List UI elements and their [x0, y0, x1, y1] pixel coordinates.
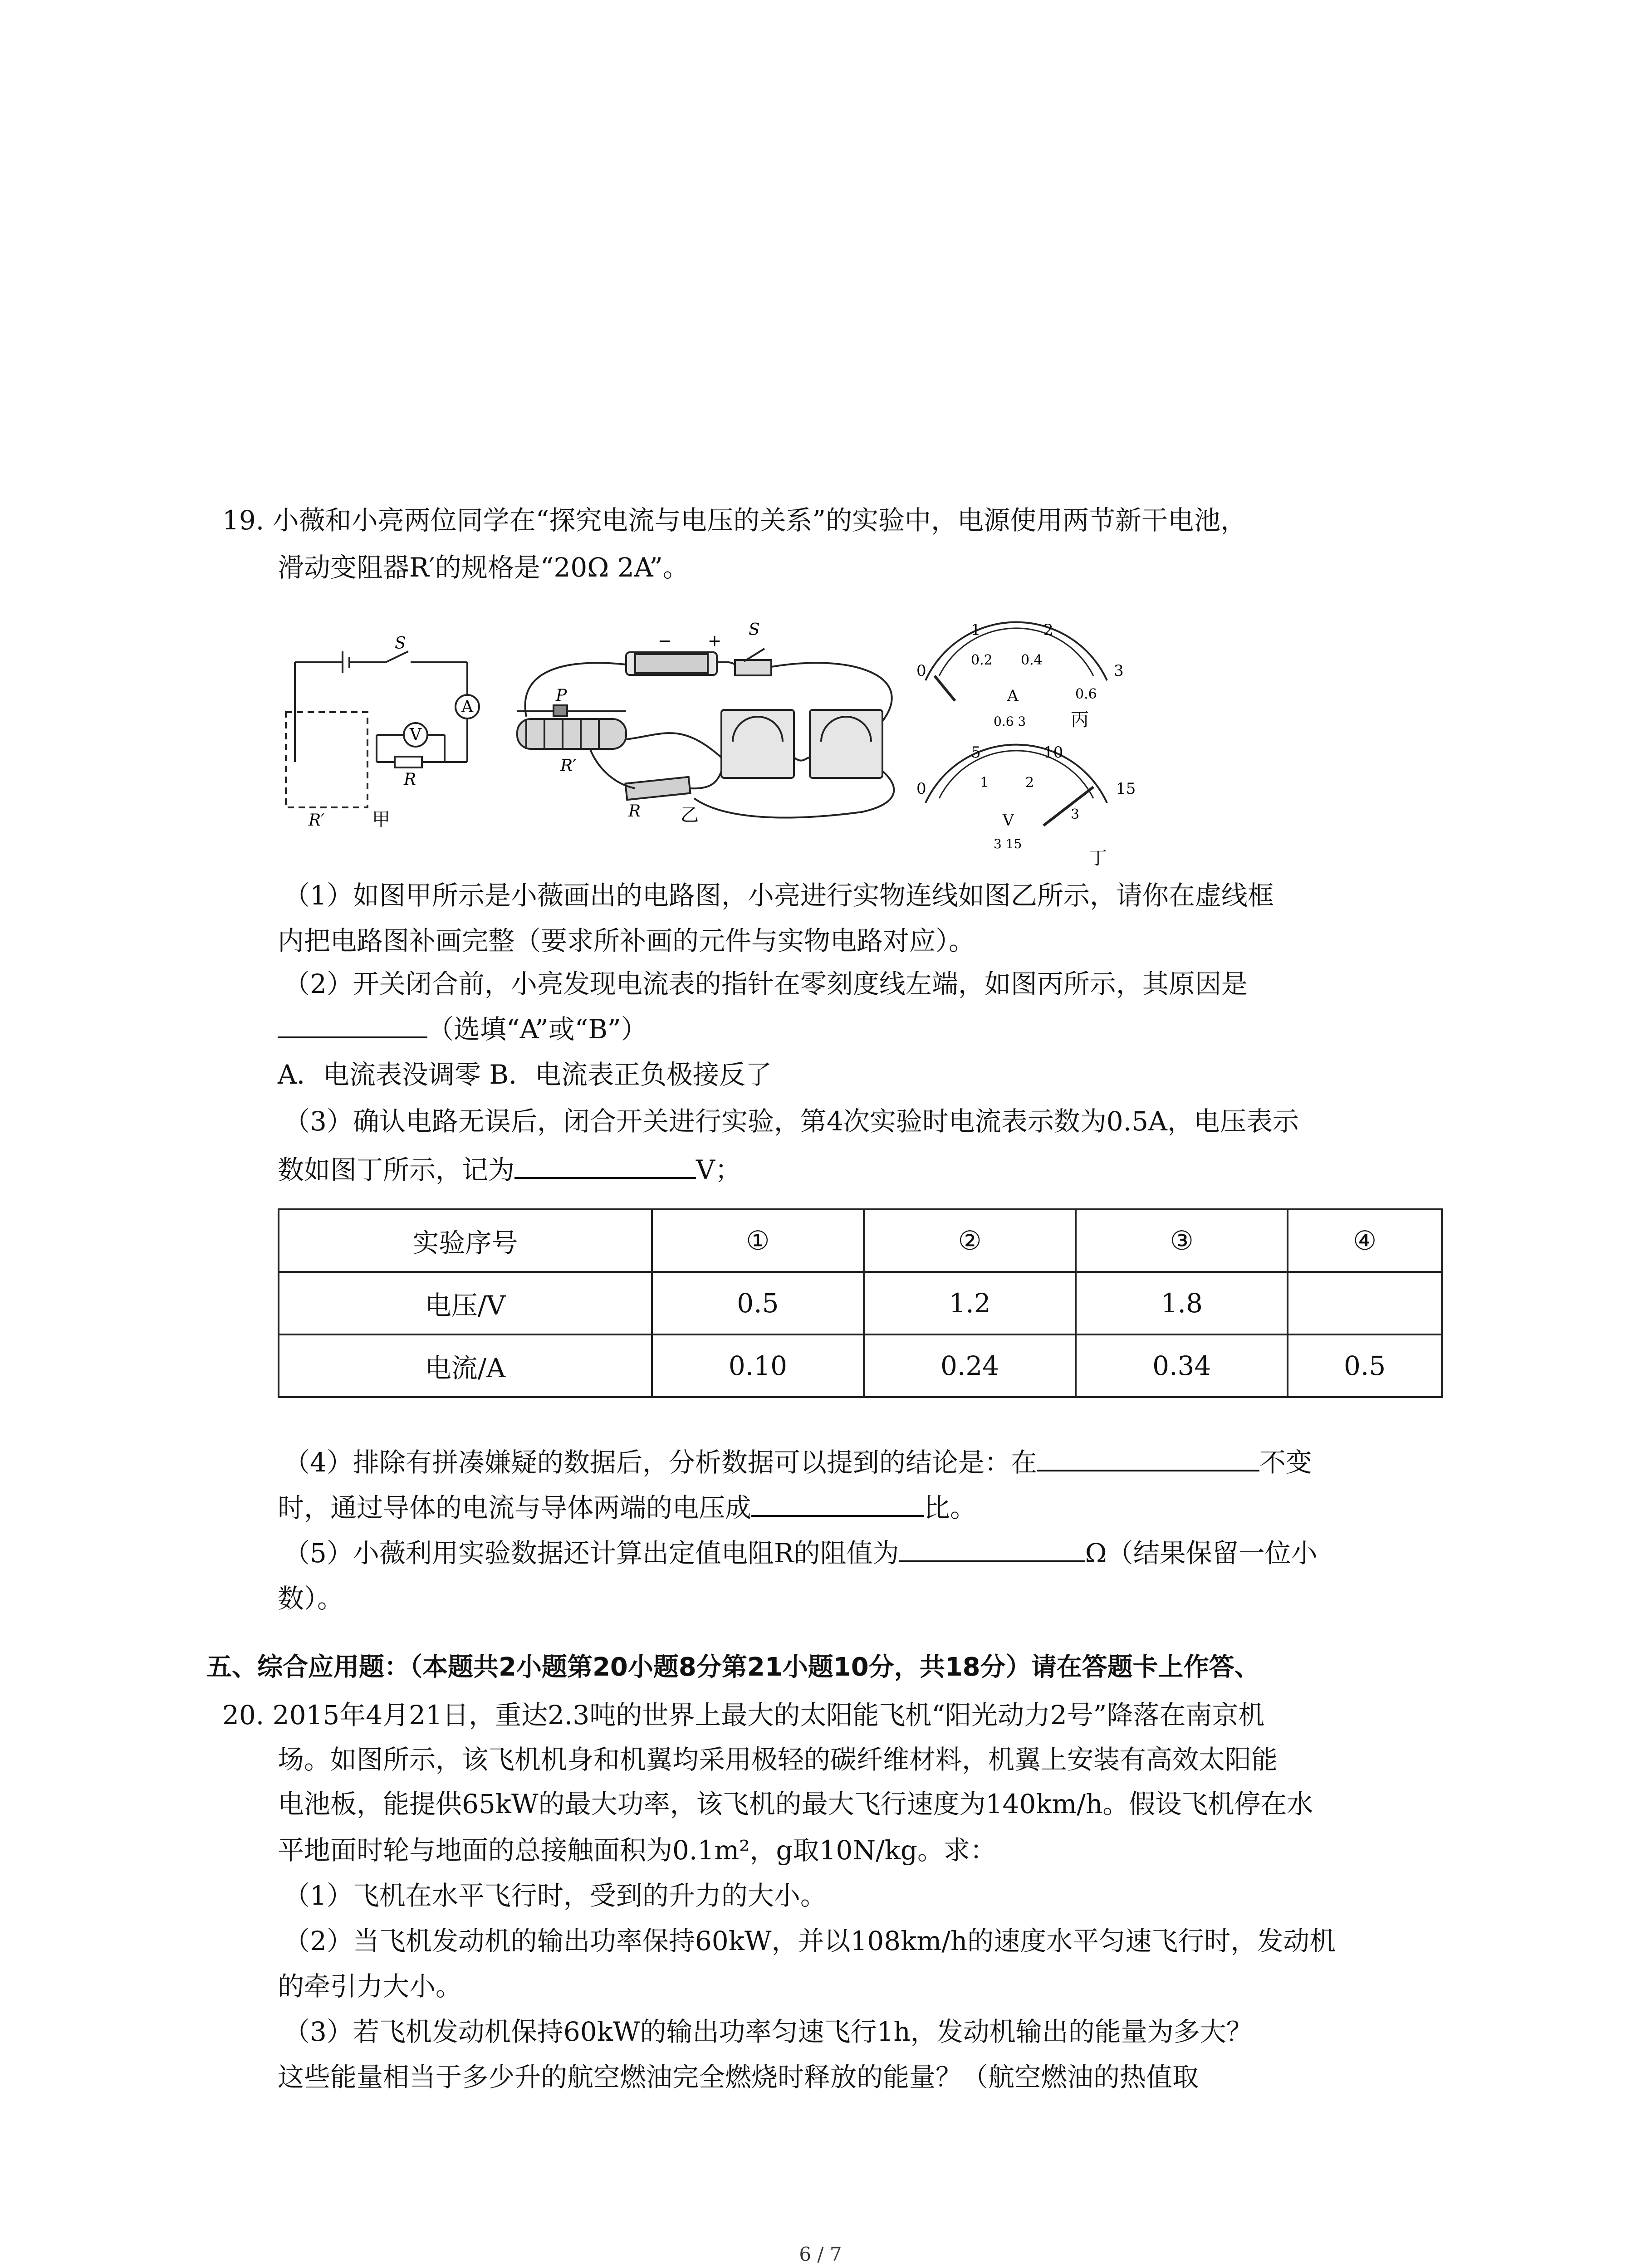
- yi-battery-minus: −: [658, 632, 672, 650]
- q19-part3-answer-blank[interactable]: [514, 1177, 696, 1179]
- table-header-cell: ①: [652, 1209, 864, 1272]
- ding-scale-15: 15: [1116, 780, 1136, 798]
- q19-part5-line2: 数）。: [278, 1583, 344, 1614]
- jia-resistor-letter: R: [404, 770, 416, 789]
- q20-line2: 场。如图所示，该飞机机身和机翼均采用极轻的碳纤维材料，机翼上安装有高效太阳能: [278, 1744, 1278, 1775]
- figure-bing-label: 丙: [1071, 709, 1089, 730]
- figure-jia-label: 甲: [372, 809, 390, 830]
- yi-slider-letter: P: [556, 686, 567, 705]
- table-header-cell: ④: [1288, 1209, 1442, 1272]
- q20-part3-line1: （3）若飞机发动机保持60kW的输出功率匀速飞行1h，发动机输出的能量为多大？: [284, 2016, 1253, 2047]
- yi-switch-letter: S: [749, 621, 760, 639]
- jia-switch-letter: S: [395, 634, 406, 653]
- q20-line1: 20. 2015年4月21日，重达2.3吨的世界上最大的太阳能飞机“阳光动力2号”降落在南京机: [222, 1700, 1265, 1730]
- table-cell: 电压/V: [279, 1272, 652, 1334]
- bing-scale-2: 2: [1043, 621, 1053, 639]
- ding-scale-3: 3: [1071, 807, 1080, 822]
- page-number: 6 / 7: [799, 2243, 842, 2265]
- table-cell: 1.2: [864, 1272, 1076, 1334]
- bing-ammeter-letter: A: [1007, 687, 1019, 705]
- table-cell: 0.5: [652, 1272, 864, 1334]
- q19-part4-line1: （4）排除有拼凑嫌疑的数据后，分析数据可以提到的结论是：在 不变: [284, 1447, 1312, 1478]
- q20-line4: 平地面时轮与地面的总接触面积为0.1m²，g取10N/kg。求：: [278, 1835, 996, 1866]
- q19-part2-line1: （2）开关闭合前，小亮发现电流表的指针在零刻度线左端，如图丙所示，其原因是: [284, 968, 1248, 999]
- table-cell: 0.5: [1288, 1334, 1442, 1397]
- yi-resistor-letter: R: [628, 802, 641, 821]
- bing-scale-0: 0: [916, 662, 926, 680]
- section5-heading: 五、综合应用题：（本题共2小题第20小题8分第21小题10分，共18分）请在答题卡上作答、: [206, 1652, 1260, 1682]
- jia-voltmeter-letter: V: [410, 726, 421, 744]
- ding-scale-2: 2: [1025, 775, 1034, 791]
- table-cell: 0.10: [652, 1334, 864, 1397]
- table-row: [279, 1334, 1442, 1397]
- q19-line2: 滑动变阻器R′的规格是“20Ω 2A”。: [278, 552, 689, 583]
- table-header-row: [279, 1209, 1442, 1272]
- q19-figures: [272, 608, 1157, 880]
- q19-data-table: [278, 1208, 1443, 1398]
- jia-ammeter-letter: A: [461, 698, 473, 716]
- bing-terminals: 0.6 3: [994, 714, 1026, 729]
- q19-part5-line1: （5）小薇利用实验数据还计算出定值电阻R的阻值为 Ω（结果保留一位小: [284, 1538, 1318, 1569]
- q19-line1: 19. 小薇和小亮两位同学在“探究电流与电压的关系”的实验中，电源使用两节新干电池，: [222, 505, 1247, 536]
- table-header-cell: 实验序号: [279, 1209, 652, 1272]
- q19-part1-line1: （1）如图甲所示是小薇画出的电路图，小亮进行实物连线如图乙所示，请你在虚线框: [284, 880, 1274, 911]
- q20-part2-line1: （2）当飞机发动机的输出功率保持60kW，并以108km/h的速度水平匀速飞行时，发动机: [284, 1926, 1336, 1956]
- jia-rheostat-letter: R′: [309, 811, 325, 830]
- table-cell: 0.34: [1076, 1334, 1288, 1397]
- ding-scale-0: 0: [916, 780, 926, 798]
- q19-part3-line1: （3）确认电路无误后，闭合开关进行实验，第4次实验时电流表示数为0.5A，电压表示: [284, 1106, 1299, 1137]
- table-cell-blank[interactable]: [1288, 1272, 1442, 1334]
- q19-part1-line2: 内把电路图补画完整（要求所补画的元件与实物电路对应）。: [278, 925, 975, 956]
- table-header-cell: ③: [1076, 1209, 1288, 1272]
- q19-part5-answer-blank[interactable]: [899, 1560, 1085, 1562]
- figure-ding-voltmeter-dial: [926, 745, 1107, 826]
- q19-part3-line2: 数如图丁所示，记为 V；: [278, 1154, 741, 1185]
- ding-voltmeter-letter: V: [1003, 811, 1014, 830]
- q19-part2-line2: （选填“A”或“B”）: [278, 1016, 647, 1042]
- q19-part2-answer-blank[interactable]: [278, 1036, 427, 1038]
- q19-part4-line2: 时，通过导体的电流与导体两端的电压成 比。: [278, 1492, 977, 1523]
- bing-scale-0-6: 0.6: [1075, 686, 1097, 702]
- figure-yi-label: 乙: [681, 805, 699, 826]
- q19-part4-answer-blank-2[interactable]: [751, 1515, 924, 1517]
- figure-yi-physical-circuit: [517, 649, 894, 817]
- bing-scale-1: 1: [971, 621, 981, 639]
- table-row: [279, 1272, 1442, 1334]
- figure-jia-circuit-diagram: [286, 651, 479, 807]
- ding-scale-1: 1: [980, 775, 989, 791]
- yi-rheostat-letter: R′: [560, 757, 577, 775]
- table-header-cell: ②: [864, 1209, 1076, 1272]
- figure-ding-label: 丁: [1089, 848, 1107, 869]
- q20-line3: 电池板，能提供65kW的最大功率，该飞机的最大飞行速度为140km/h。假设飞机停在水: [278, 1789, 1313, 1819]
- table-cell: 电流/A: [279, 1334, 652, 1397]
- table-cell: 0.24: [864, 1334, 1076, 1397]
- ding-scale-10: 10: [1043, 743, 1063, 762]
- bing-scale-3: 3: [1114, 662, 1124, 680]
- bing-scale-0-4: 0.4: [1021, 652, 1043, 668]
- table-cell: 1.8: [1076, 1272, 1288, 1334]
- q20-part1: （1）飞机在水平飞行时，受到的升力的大小。: [284, 1880, 827, 1911]
- yi-battery-plus: +: [708, 632, 722, 650]
- q19-part2-options: A．电流表没调零 B．电流表正负极接反了: [278, 1059, 772, 1090]
- q20-part2-line2: 的牵引力大小。: [278, 1971, 462, 2002]
- ding-terminals: 3 15: [994, 836, 1022, 851]
- q20-part3-line2: 这些能量相当于多少升的航空燃油完全燃烧时释放的能量？（航空燃油的热值取: [278, 2062, 1199, 2092]
- ding-scale-5: 5: [971, 743, 981, 762]
- bing-scale-0-2: 0.2: [971, 652, 993, 668]
- q19-part4-answer-blank-1[interactable]: [1037, 1470, 1259, 1471]
